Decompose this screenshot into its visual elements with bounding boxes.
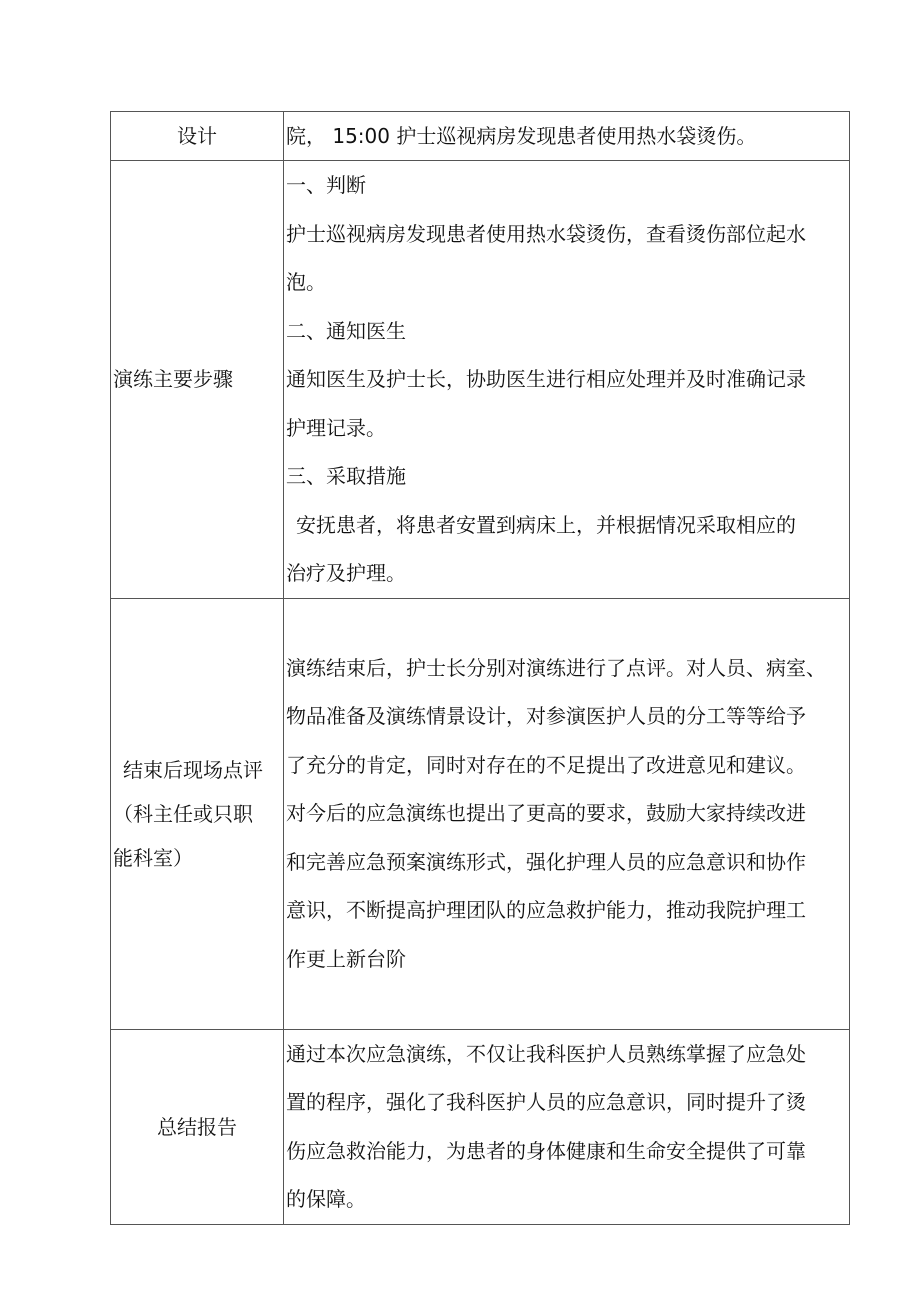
steps-content <box>284 161 849 598</box>
steps-content-cell <box>284 161 850 599</box>
steps-line: 泡。 <box>286 270 326 294</box>
review-label-cell <box>111 598 284 1029</box>
summary-line: 通过本次应急演练，不仅让我科医护人员熟练掌握了应急处 <box>286 1041 806 1066</box>
steps-line: 护理记录。 <box>286 415 386 440</box>
review-line: 物品准备及演练情景设计，对参演医护人员的分工等等给予 <box>286 704 806 729</box>
summary-line: 伤应急救治能力，为患者的身体健康和生命安全提供了可靠 <box>286 1138 806 1163</box>
summary-row <box>111 1029 850 1224</box>
review-line: 意识，不断提高护理团队的应急救护能力，推动我院护理工 <box>286 898 806 923</box>
summary-content <box>284 1030 849 1224</box>
review-content-cell <box>284 598 850 1029</box>
review-row <box>111 598 850 1029</box>
design-content: 院， 15:00 护士巡视病房发现患者使用热水袋烫伤。 <box>286 124 757 148</box>
design-row <box>111 112 850 161</box>
review-label-line: 能科室） <box>113 845 193 870</box>
design-label: 设计 <box>177 124 217 148</box>
steps-line: 护士巡视病房发现患者使用热水袋烫伤，查看烫伤部位起水 <box>286 221 806 246</box>
review-line: 和完善应急预案演练形式，强化护理人员的应急意识和协作 <box>286 849 806 874</box>
steps-line: 通知医生及护士长，协助医生进行相应处理并及时准确记录 <box>286 367 806 391</box>
summary-line: 的保障。 <box>286 1187 366 1211</box>
steps-line: 治疗及护理。 <box>286 561 406 585</box>
steps-label-cell <box>111 161 284 599</box>
summary-content-cell <box>284 1029 850 1224</box>
steps-heading-notify: 二、通知医生 <box>286 318 406 343</box>
review-line: 对今后的应急演练也提出了更高的要求，鼓励大家持续改进 <box>286 801 806 826</box>
steps-heading-measures: 三、采取措施 <box>286 464 406 488</box>
review-line: 演练结束后，护士长分别对演练进行了点评。对人员、病室、 <box>286 655 826 680</box>
review-label-line: 结束后现场点评 <box>123 757 263 782</box>
summary-label-cell <box>111 1029 284 1224</box>
review-label <box>111 748 283 880</box>
summary-label: 总结报告 <box>157 1114 237 1139</box>
steps-heading-judge: 一、判断 <box>286 173 366 197</box>
design-label-cell <box>111 112 284 161</box>
review-content <box>284 644 849 984</box>
design-content-cell <box>284 112 850 161</box>
drill-record-table <box>110 111 850 1225</box>
review-label-line: （科主任或只职 <box>113 801 253 826</box>
review-line: 作更上新台阶 <box>286 946 406 971</box>
review-line: 了充分的肯定，同时对存在的不足提出了改进意见和建议。 <box>286 752 806 777</box>
summary-line: 置的程序，强化了我科医护人员的应急意识，同时提升了烫 <box>286 1090 806 1114</box>
steps-line: 安抚患者，将患者安置到病床上，并根据情况采取相应的 <box>296 512 796 537</box>
steps-label: 演练主要步骤 <box>113 367 233 392</box>
steps-row <box>111 161 850 599</box>
